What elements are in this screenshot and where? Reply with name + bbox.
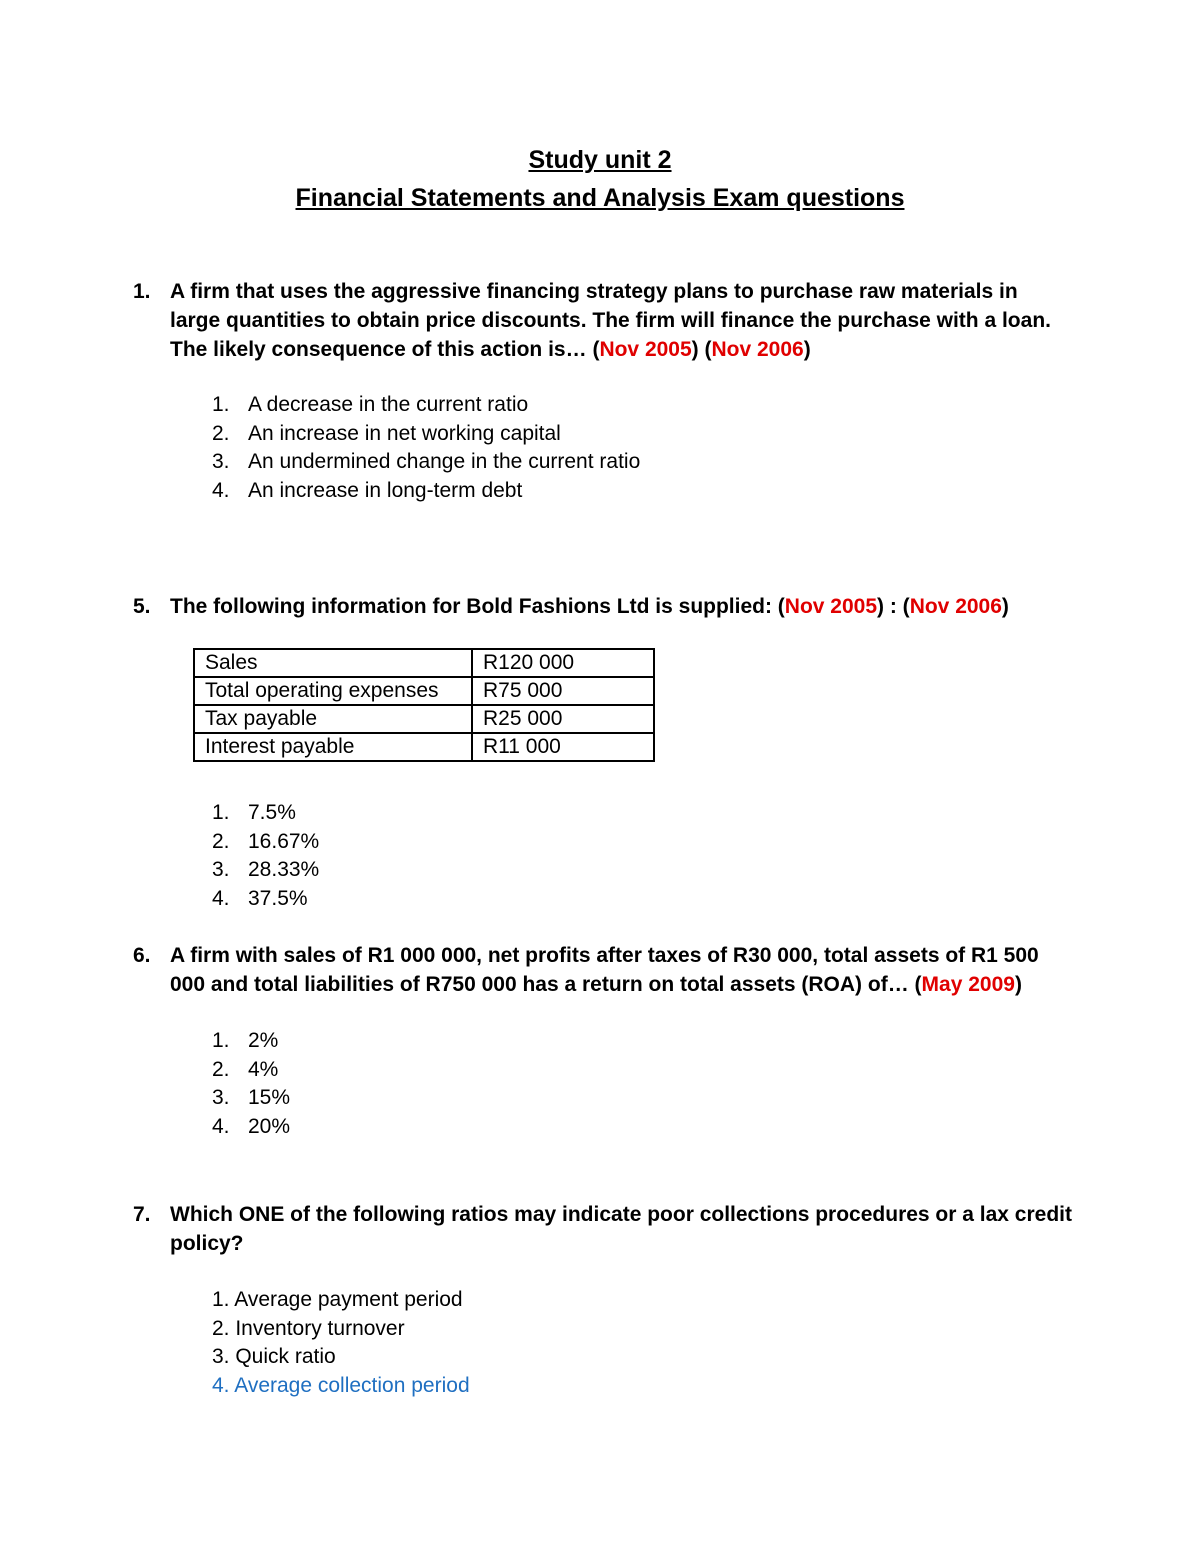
- table-row: [194, 677, 654, 705]
- option: 3. Quick ratio: [212, 1345, 336, 1369]
- option: [212, 1113, 290, 1142]
- option-number: 3.: [212, 450, 230, 474]
- question-1: [133, 277, 1073, 364]
- question-text: Which ONE of the following ratios may indicate poor collections procedures or a lax credit policy?: [170, 1203, 1072, 1255]
- option: [212, 391, 640, 420]
- option-number: 2.: [212, 421, 230, 445]
- separator: ): [1001, 595, 1009, 618]
- question-number: 5.: [133, 595, 151, 618]
- separator: ) : (: [877, 595, 910, 618]
- option-number: 1.: [212, 801, 230, 824]
- question-1-options: [212, 391, 640, 505]
- table-cell-value: R120 000: [472, 649, 654, 677]
- question-body: A firm with sales of R1 000 000, net profits after taxes of R30 000, total assets of R1 500 000 and total liabilities of R750 000 has a return on total assets (ROA) of… (: [170, 944, 1039, 996]
- title-line-1: Study unit 2: [528, 146, 672, 174]
- option-text: 37.5%: [248, 886, 308, 910]
- option-text: A decrease in the current ratio: [248, 393, 529, 416]
- financial-info-table: [193, 648, 655, 762]
- question-7-options: [212, 1286, 470, 1400]
- question-number: 7.: [133, 1203, 151, 1226]
- table-row: [194, 705, 654, 733]
- option-number: 4.: [212, 478, 230, 502]
- question-text: [170, 592, 1073, 621]
- option-number: 3.: [212, 858, 230, 882]
- question-text: [170, 277, 1073, 364]
- question-number: 6.: [133, 944, 151, 967]
- exam-reference: Nov 2006: [711, 338, 804, 361]
- option-number: 1.: [212, 1029, 230, 1052]
- option-text: 16.67%: [248, 829, 320, 853]
- separator: ) (: [691, 338, 712, 361]
- option-number: 4.: [212, 886, 230, 910]
- table-cell-value: R11 000: [472, 733, 654, 761]
- option-number: 2.: [212, 1057, 230, 1081]
- exam-reference: Nov 2006: [909, 595, 1002, 618]
- table-cell-label: Total operating expenses: [194, 677, 472, 705]
- option-text: An increase in net working capital: [248, 421, 561, 445]
- option-text: An undermined change in the current ratio: [248, 450, 641, 474]
- option-text: 15%: [248, 1086, 291, 1110]
- option: [212, 1056, 290, 1085]
- option: [212, 448, 640, 477]
- option-number: 1.: [212, 393, 230, 416]
- question-5-options: [212, 799, 319, 913]
- option: [212, 1027, 290, 1056]
- option: 1. Average payment period: [212, 1288, 463, 1311]
- option-number: 3.: [212, 1086, 230, 1110]
- question-body: A firm that uses the aggressive financing strategy plans to purchase raw materials in large quantities to obtain price discounts. The firm will finance the purchase with a loan. The likely consequence of this action is… (: [170, 280, 1051, 361]
- option-text: 20%: [248, 1114, 291, 1138]
- option: 2. Inventory turnover: [212, 1316, 405, 1340]
- exam-reference: Nov 2005: [784, 595, 878, 618]
- option: [212, 856, 319, 885]
- table-cell-label: Interest payable: [194, 733, 472, 761]
- question-5: [133, 592, 1073, 621]
- option-number: 2.: [212, 829, 230, 853]
- title-line-2: Financial Statements and Analysis Exam questions: [295, 184, 905, 212]
- option-text: An increase in long-term debt: [248, 478, 523, 502]
- question-body: The following information for Bold Fashions Ltd is supplied: (: [170, 595, 785, 618]
- exam-reference: May 2009: [921, 973, 1015, 996]
- table-cell-label: Sales: [194, 649, 472, 677]
- table-cell-value: R75 000: [472, 677, 654, 705]
- separator: ): [1014, 973, 1022, 996]
- question-text: [170, 941, 1073, 999]
- option: [212, 885, 319, 914]
- question-6: [133, 941, 1073, 999]
- table-row: [194, 649, 654, 677]
- option-text: 7.5%: [248, 801, 296, 824]
- option: [212, 828, 319, 857]
- exam-reference: Nov 2005: [599, 338, 692, 361]
- option: [212, 477, 640, 506]
- separator: ): [803, 338, 811, 361]
- question-7: [133, 1200, 1073, 1258]
- option: [212, 799, 319, 828]
- option-number: 4.: [212, 1114, 230, 1138]
- option: [212, 1084, 290, 1113]
- option-text: 2%: [248, 1029, 279, 1052]
- option-text: 28.33%: [248, 858, 320, 882]
- option-highlighted-answer: 4. Average collection period: [212, 1373, 470, 1397]
- table-cell-value: R25 000: [472, 705, 654, 733]
- question-6-options: [212, 1027, 290, 1141]
- table-cell-label: Tax payable: [194, 705, 472, 733]
- question-number: 1.: [133, 280, 151, 303]
- table-row: [194, 733, 654, 761]
- option-text: 4%: [248, 1057, 279, 1081]
- option: [212, 420, 640, 449]
